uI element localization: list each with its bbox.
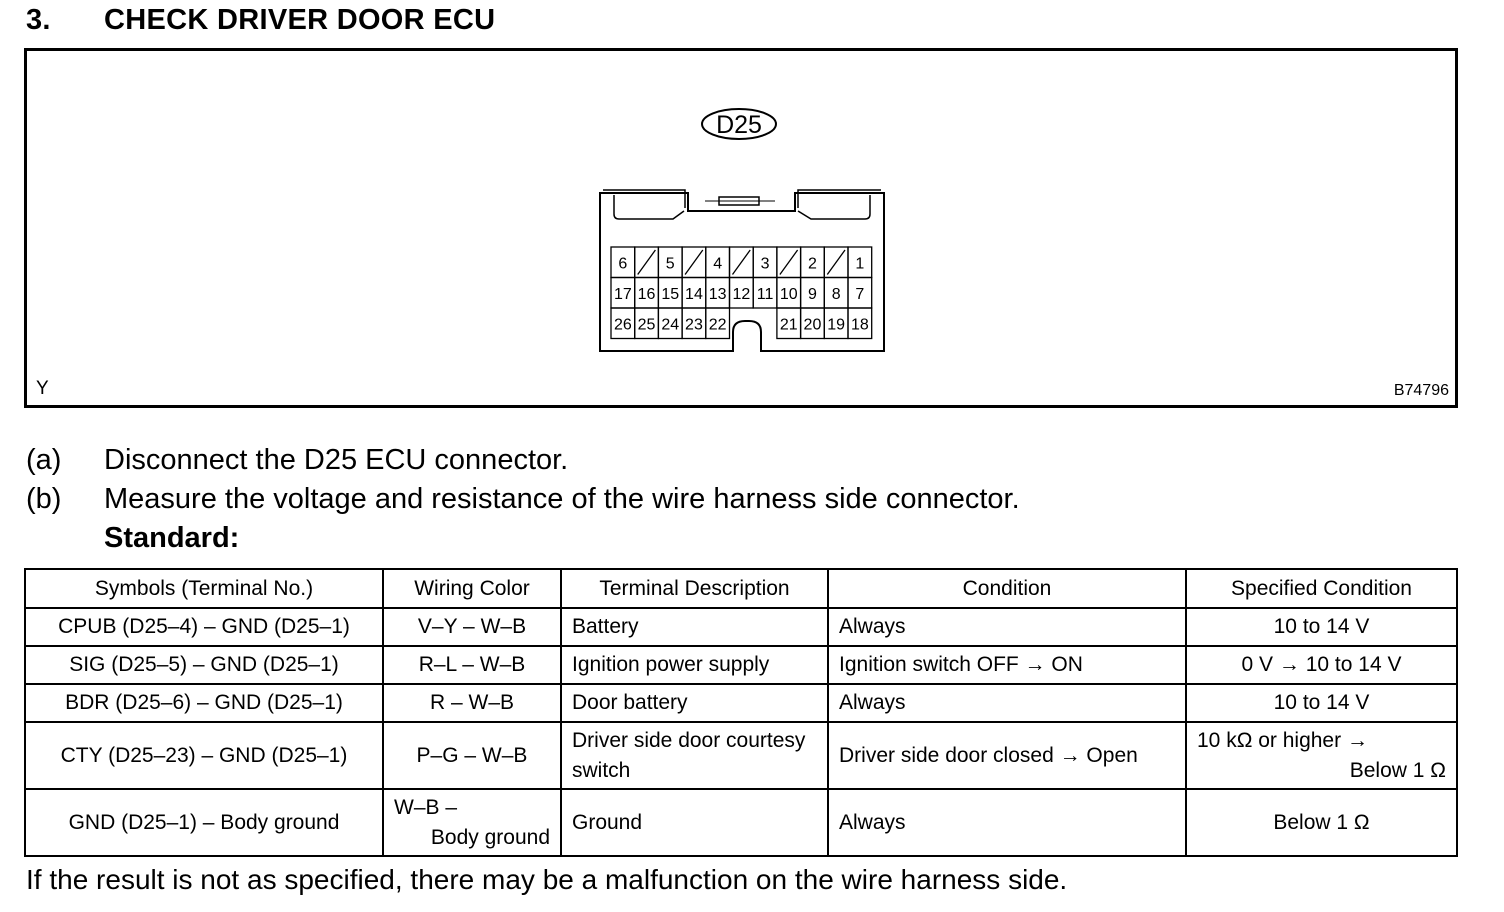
step-label: (b) <box>26 483 62 515</box>
unused-pin-mark <box>638 250 656 275</box>
pin-number: 19 <box>827 316 846 334</box>
cell-wiring-color: R–L – W–B <box>383 646 561 684</box>
table-row <box>25 608 1457 646</box>
section-number: 3. <box>26 4 51 36</box>
cell-wiring-color: V–Y – W–B <box>383 608 561 646</box>
header-wiring-color: Wiring Color <box>383 569 561 608</box>
connector-diagram <box>27 51 1455 405</box>
pin-number: 5 <box>665 255 675 273</box>
specification-table <box>24 568 1458 857</box>
pin-number: 9 <box>807 285 817 303</box>
pin-number: 20 <box>803 316 822 334</box>
table-row <box>25 789 1457 856</box>
standard-label: Standard: <box>104 522 240 554</box>
cell-condition: Always <box>828 789 1186 856</box>
cell-wiring-color: P–G – W–B <box>383 722 561 789</box>
header-terminal-description: Terminal Description <box>561 569 828 608</box>
figure-code: B74796 <box>1393 382 1449 399</box>
cell-wiring-color <box>383 789 561 856</box>
step-text: Measure the voltage and resistance of the wire harness side connector. <box>104 483 1020 515</box>
cell-description: Ground <box>561 789 828 856</box>
pin-number: 14 <box>685 285 703 303</box>
pin-number: 16 <box>637 285 656 303</box>
pin-number: 26 <box>613 316 632 334</box>
cell-spec <box>1186 722 1457 789</box>
table-header-row <box>25 569 1457 608</box>
color-line-1: W–B – <box>394 795 458 819</box>
cell-spec: 10 to 14 V <box>1186 684 1457 722</box>
table-row <box>25 684 1457 722</box>
pin-number: 4 <box>713 255 723 273</box>
section-title: CHECK DRIVER DOOR ECU <box>104 4 496 36</box>
table-row <box>25 646 1457 684</box>
description-line-2: switch <box>572 758 631 782</box>
pin-number: 1 <box>855 255 865 273</box>
pin-number: 8 <box>831 285 841 303</box>
cell-condition: Always <box>828 608 1186 646</box>
pin-number: 22 <box>708 316 727 334</box>
pin-number: 6 <box>618 255 628 273</box>
header-symbols: Symbols (Terminal No.) <box>25 569 383 608</box>
cell-symbols: CTY (D25–23) – GND (D25–1) <box>25 722 383 789</box>
cell-description <box>561 722 828 789</box>
pin-number: 11 <box>756 285 774 303</box>
step-label: (a) <box>26 444 62 476</box>
unused-pin-mark <box>685 250 703 275</box>
connector-figure <box>24 48 1458 408</box>
spec-line-2: Below 1 Ω <box>1349 758 1446 782</box>
cell-symbols: CPUB (D25–4) – GND (D25–1) <box>25 608 383 646</box>
cell-spec: Below 1 Ω <box>1186 789 1457 856</box>
pin-number: 25 <box>637 316 656 334</box>
pin-number: 18 <box>850 316 869 334</box>
pin-number: 7 <box>855 285 865 303</box>
header-specified-condition: Specified Condition <box>1186 569 1457 608</box>
cell-condition: Driver side door closed → Open <box>828 722 1186 789</box>
pin-number: 3 <box>760 255 770 273</box>
cell-wiring-color: R – W–B <box>383 684 561 722</box>
cell-description: Battery <box>561 608 828 646</box>
unused-pin-mark <box>827 250 845 275</box>
pin-number: 21 <box>779 316 798 334</box>
pin-grid <box>611 247 872 339</box>
spec-line-1: 10 kΩ or higher → <box>1197 728 1368 752</box>
pin-number: 10 <box>779 285 798 303</box>
description-line-1: Driver side door courtesy <box>572 728 806 752</box>
cell-symbols: BDR (D25–6) – GND (D25–1) <box>25 684 383 722</box>
cell-spec: 10 to 14 V <box>1186 608 1457 646</box>
cell-symbols: GND (D25–1) – Body ground <box>25 789 383 856</box>
color-line-2: Body ground <box>430 825 550 849</box>
pin-number: 12 <box>732 285 751 303</box>
pin-number: 17 <box>613 285 632 303</box>
pin-number: 15 <box>661 285 680 303</box>
cell-description: Door battery <box>561 684 828 722</box>
figure-corner-label: Y <box>36 378 49 399</box>
cell-symbols: SIG (D25–5) – GND (D25–1) <box>25 646 383 684</box>
step-text: Disconnect the D25 ECU connector. <box>104 444 569 476</box>
pin-number: 2 <box>807 255 817 273</box>
cell-spec: 0 V → 10 to 14 V <box>1186 646 1457 684</box>
pin-number: 23 <box>685 316 703 334</box>
connector-label: D25 <box>716 111 762 139</box>
footer-note: If the result is not as specified, there may be a malfunction on the wire harness side. <box>26 864 1068 895</box>
header-condition: Condition <box>828 569 1186 608</box>
pin-number: 24 <box>661 316 680 334</box>
cell-condition: Always <box>828 684 1186 722</box>
cell-description: Ignition power supply <box>561 646 828 684</box>
unused-pin-mark <box>733 250 751 275</box>
table-row <box>25 722 1457 789</box>
cell-condition: Ignition switch OFF → ON <box>828 646 1186 684</box>
pin-number: 13 <box>708 285 727 303</box>
unused-pin-mark <box>780 250 798 275</box>
